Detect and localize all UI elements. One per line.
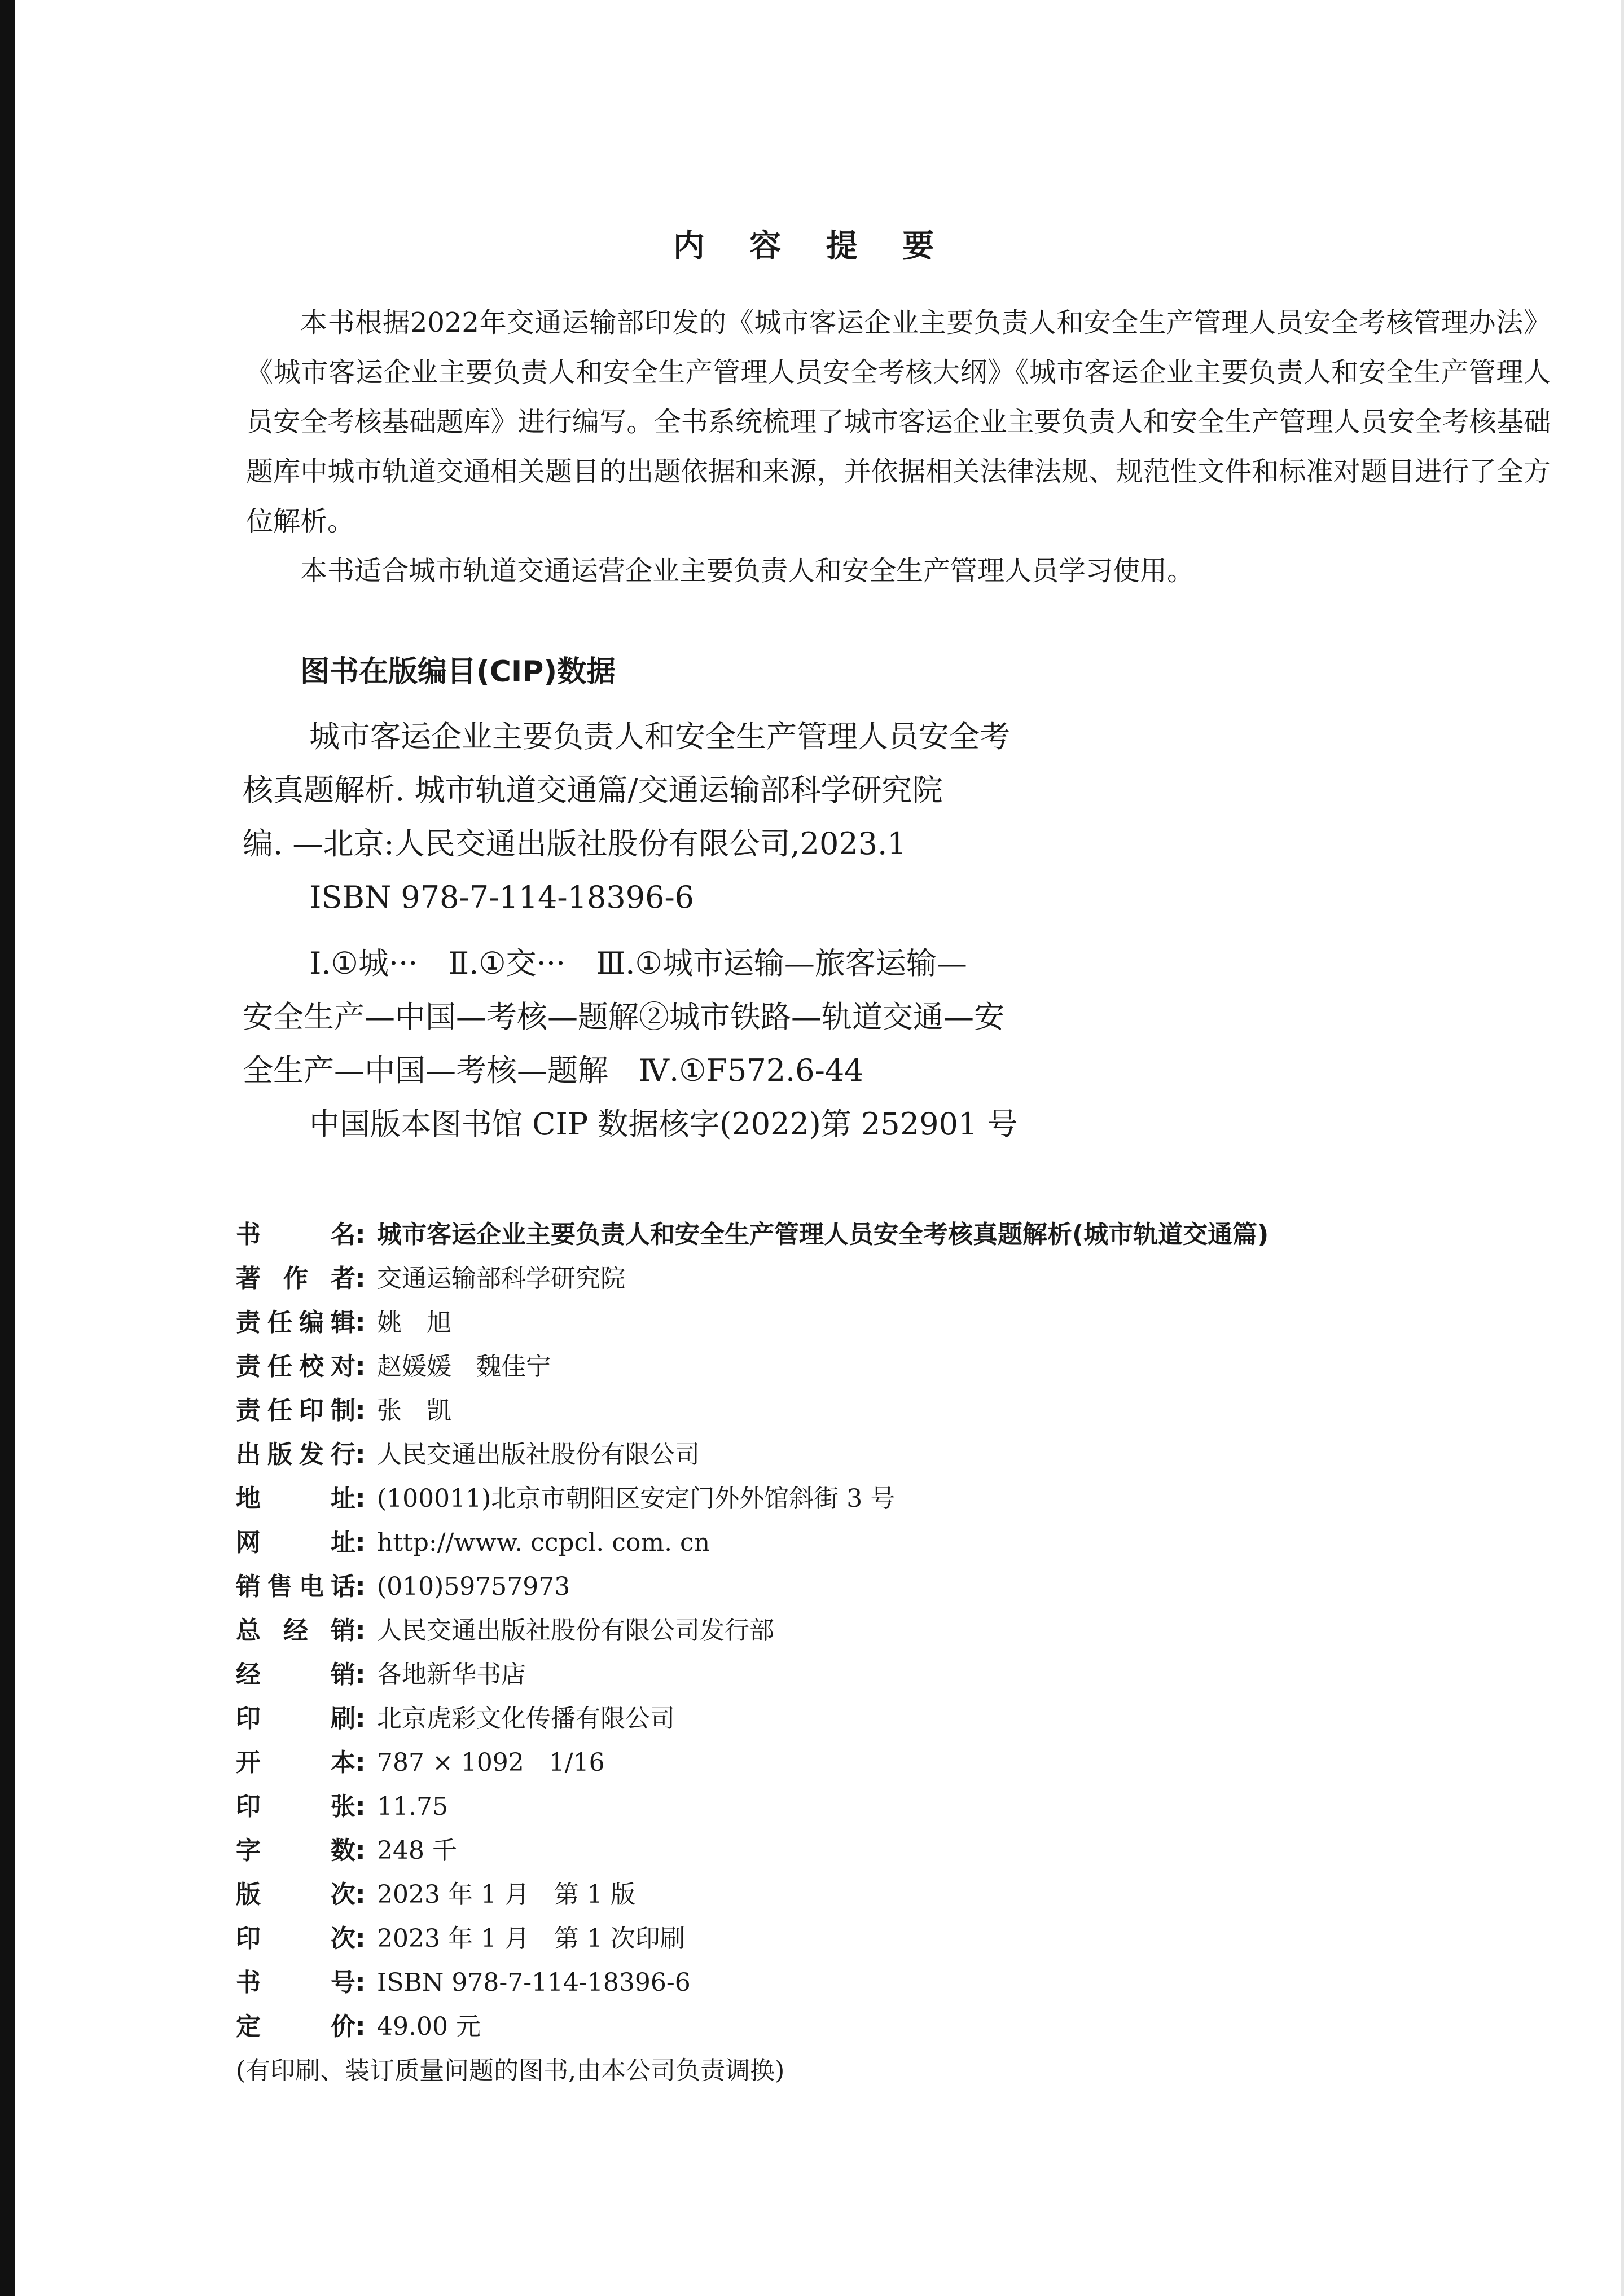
- info-label: [236, 1477, 371, 1521]
- info-label-text: [236, 1785, 355, 1829]
- info-label-text: [236, 1389, 355, 1433]
- info-label: [236, 2005, 371, 2049]
- info-value: 2023 年 1 月 第 1 次印刷: [377, 1924, 685, 1953]
- info-label-text: [236, 1961, 355, 2005]
- info-row: [236, 1345, 1590, 1389]
- info-label-colon: :: [355, 1616, 366, 1645]
- info-label-char: 定: [236, 2012, 261, 2041]
- info-label-text: [236, 1653, 355, 1697]
- scan-right-edge: [1621, 0, 1624, 2296]
- cip-title-line: 城市客运企业主要负责人和安全生产管理人员安全考: [309, 719, 1010, 754]
- info-row: [236, 2005, 1590, 2049]
- info-label: [236, 1829, 371, 1873]
- info-label-colon: :: [355, 1660, 366, 1689]
- info-label: [236, 1345, 371, 1389]
- info-label-colon: :: [355, 1880, 366, 1909]
- info-label-char: 版: [236, 1880, 261, 1909]
- info-label-char: 校: [299, 1352, 324, 1381]
- info-label-char: 刷: [331, 1704, 355, 1733]
- info-value: 姚 旭: [377, 1308, 451, 1337]
- info-label: [236, 1301, 371, 1345]
- info-label: [236, 1257, 371, 1301]
- info-label-char: 责: [236, 1308, 261, 1337]
- info-value: 交通运输部科学研究院: [377, 1264, 625, 1293]
- cip-classification: Ⅰ.①城··· Ⅱ.①交··· Ⅲ.①城市运输—旅客运输—: [309, 945, 967, 981]
- publication-info-rows: [236, 1213, 1590, 2049]
- info-row: [236, 1521, 1590, 1565]
- cip-classification: 全生产—中国—考核—题解 Ⅳ.①F572.6-44: [243, 1053, 864, 1088]
- info-label: [236, 1213, 371, 1257]
- info-value: http://www. ccpcl. com. cn: [377, 1528, 710, 1557]
- info-label-colon: :: [355, 1220, 366, 1249]
- info-row: [236, 1565, 1590, 1609]
- info-label-colon: :: [355, 1704, 366, 1733]
- info-label-char: 话: [331, 1572, 355, 1601]
- info-value: 248 千: [377, 1836, 457, 1865]
- info-label-text: [236, 1301, 355, 1345]
- info-label-text: [236, 2005, 355, 2049]
- info-label-colon: :: [355, 1396, 366, 1425]
- info-label-text: [236, 1565, 355, 1609]
- info-row: [236, 1785, 1590, 1829]
- info-label-colon: :: [355, 1484, 366, 1513]
- info-label-char: 任: [267, 1308, 292, 1337]
- info-row: [236, 1257, 1590, 1301]
- info-label-char: 售: [267, 1572, 292, 1601]
- info-label-text: [236, 1697, 355, 1741]
- info-label: [236, 1741, 371, 1785]
- summary-body: [246, 298, 1551, 596]
- summary-paragraph: 本书根据2022年交通运输部印发的《城市客运企业主要负责人和安全生产管理人员安全考核管理办法》《城市客运企业主要负责人和安全生产管理人员安全考核大纲》《城市客运企业主要负责人和安全生产管理人员安全考核基础题库》进行编写。全书系统梳理了城市客运企业主要负责人和安全生产管理人员安全考核基础题库中城市轨道交通相关题目的出题依据和来源，并依据相关法律法规、规范性文件和标准对题目进行了全方位解析。: [246, 307, 1551, 537]
- info-label-char: 价: [331, 2012, 355, 2041]
- info-label-colon: :: [355, 2012, 366, 2041]
- info-label-char: 销: [236, 1572, 261, 1601]
- info-row: [236, 1301, 1590, 1345]
- info-row: [236, 1961, 1590, 2005]
- info-value: 787 × 1092 1/16: [377, 1748, 605, 1777]
- info-label-char: 张: [331, 1792, 355, 1821]
- cip-data-block: [243, 710, 1106, 1151]
- cip-heading: 图书在版编目(CIP)数据: [300, 655, 616, 689]
- info-label-char: 开: [236, 1748, 261, 1777]
- info-value: 赵媛媛 魏佳宁: [377, 1352, 551, 1381]
- info-label-char: 经: [236, 1660, 261, 1689]
- info-label: [236, 1521, 371, 1565]
- info-label: [236, 1433, 371, 1477]
- info-label-text: [236, 1829, 355, 1873]
- info-label-char: 书: [236, 1220, 261, 1249]
- info-label-char: 编: [299, 1308, 324, 1337]
- info-label-char: 责: [236, 1352, 261, 1381]
- info-value: 人民交通出版社股份有限公司发行部: [377, 1616, 774, 1645]
- cip-publisher-line: 编. —北京:人民交通出版社股份有限公司,2023.1: [243, 826, 907, 861]
- info-label-colon: :: [355, 1572, 366, 1601]
- info-label-char: 著: [236, 1264, 261, 1293]
- info-value: 张 凯: [377, 1396, 451, 1425]
- info-label-char: 数: [331, 1836, 355, 1865]
- info-row: [236, 1389, 1590, 1433]
- info-value: ISBN 978-7-114-18396-6: [377, 1968, 691, 1997]
- info-label-colon: :: [355, 1748, 366, 1777]
- info-value: 人民交通出版社股份有限公司: [377, 1440, 700, 1469]
- info-label-char: 址: [331, 1528, 355, 1557]
- info-value: 49.00 元: [377, 2012, 481, 2041]
- info-label-char: 发: [299, 1440, 324, 1469]
- info-label-char: 印: [236, 1704, 261, 1733]
- info-row: [236, 1609, 1590, 1653]
- info-label-colon: :: [355, 1836, 366, 1865]
- info-label-char: 网: [236, 1528, 261, 1557]
- info-label-text: [236, 1477, 355, 1521]
- summary-title: 内 容 提 要: [673, 228, 951, 265]
- info-label-text: [236, 1917, 355, 1961]
- info-label-colon: :: [355, 1352, 366, 1381]
- info-value: 北京虎彩文化传播有限公司: [377, 1704, 675, 1733]
- info-label: [236, 1389, 371, 1433]
- scan-left-edge: [0, 0, 15, 2296]
- summary-paragraph: 本书适合城市轨道交通运营企业主要负责人和安全生产管理人员学习使用。: [300, 555, 1195, 587]
- info-label-char: 者: [331, 1264, 355, 1293]
- info-label-colon: :: [355, 1792, 366, 1821]
- info-label: [236, 1609, 371, 1653]
- info-label-char: 总: [236, 1616, 261, 1645]
- info-row: [236, 1477, 1590, 1521]
- info-label-text: [236, 1609, 355, 1653]
- info-label-char: 版: [267, 1440, 292, 1469]
- info-value: 11.75: [377, 1792, 448, 1821]
- info-label-char: 行: [331, 1440, 355, 1469]
- info-label-char: 地: [236, 1484, 261, 1513]
- info-label-char: 任: [267, 1352, 292, 1381]
- info-label-char: 名: [331, 1220, 355, 1249]
- info-label-char: 责: [236, 1396, 261, 1425]
- info-label-colon: :: [355, 1528, 366, 1557]
- info-label-char: 址: [331, 1484, 355, 1513]
- info-label-text: [236, 1433, 355, 1477]
- info-row: [236, 1917, 1590, 1961]
- info-row: [236, 1653, 1590, 1697]
- info-label-char: 印: [236, 1792, 261, 1821]
- info-value: (010)59757973: [377, 1572, 570, 1601]
- info-label: [236, 1785, 371, 1829]
- cip-record-number: 中国版本图书馆 CIP 数据核字(2022)第 252901 号: [309, 1106, 1018, 1142]
- info-row: [236, 1697, 1590, 1741]
- info-label-char: 书: [236, 1968, 261, 1997]
- publication-info: [236, 1213, 1590, 2093]
- info-label-char: 字: [236, 1836, 261, 1865]
- cip-classification: 安全生产—中国—考核—题解②城市铁路—轨道交通—安: [243, 999, 1004, 1035]
- info-label-text: [236, 1741, 355, 1785]
- info-label-char: 次: [331, 1924, 355, 1953]
- info-label: [236, 1653, 371, 1697]
- info-row: [236, 1741, 1590, 1785]
- info-label-char: 经: [283, 1616, 308, 1645]
- info-label-char: 销: [331, 1660, 355, 1689]
- info-label-char: 次: [331, 1880, 355, 1909]
- info-label-char: 作: [283, 1264, 308, 1293]
- cip-title-line: 核真题解析. 城市轨道交通篇/交通运输部科学研究院: [243, 772, 943, 808]
- info-label-text: [236, 1213, 355, 1257]
- info-label: [236, 1565, 371, 1609]
- info-label-char: 印: [299, 1396, 324, 1425]
- info-label-char: 制: [331, 1396, 355, 1425]
- info-label-char: 销: [331, 1616, 355, 1645]
- info-row: [236, 1829, 1590, 1873]
- info-row: [236, 1873, 1590, 1917]
- info-label-char: 对: [331, 1352, 355, 1381]
- info-label: [236, 1697, 371, 1741]
- info-label-text: [236, 1521, 355, 1565]
- info-row: [236, 1213, 1590, 1257]
- quality-note: (有印刷、装订质量问题的图书,由本公司负责调换): [236, 2056, 785, 2085]
- info-label-text: [236, 1873, 355, 1917]
- info-row: [236, 1433, 1590, 1477]
- info-label-char: 本: [331, 1748, 355, 1777]
- info-label-char: 电: [299, 1572, 324, 1601]
- info-label-colon: :: [355, 1264, 366, 1293]
- info-label: [236, 1961, 371, 2005]
- info-label-char: 号: [331, 1968, 355, 1997]
- info-value: (100011)北京市朝阳区安定门外外馆斜街 3 号: [377, 1484, 896, 1513]
- info-label-colon: :: [355, 1968, 366, 1997]
- info-value: 2023 年 1 月 第 1 版: [377, 1880, 635, 1909]
- info-value: 城市客运企业主要负责人和安全生产管理人员安全考核真题解析(城市轨道交通篇): [377, 1220, 1269, 1249]
- info-label-char: 出: [236, 1440, 261, 1469]
- cip-isbn: ISBN 978-7-114-18396-6: [309, 879, 695, 915]
- info-label-colon: :: [355, 1924, 366, 1953]
- info-label-text: [236, 1257, 355, 1301]
- info-label-colon: :: [355, 1440, 366, 1469]
- info-label: [236, 1873, 371, 1917]
- info-label-char: 辑: [331, 1308, 355, 1337]
- info-label-text: [236, 1345, 355, 1389]
- info-label-colon: :: [355, 1308, 366, 1337]
- info-label-char: 任: [267, 1396, 292, 1425]
- info-label: [236, 1917, 371, 1961]
- info-value: 各地新华书店: [377, 1660, 526, 1689]
- info-label-char: 印: [236, 1924, 261, 1953]
